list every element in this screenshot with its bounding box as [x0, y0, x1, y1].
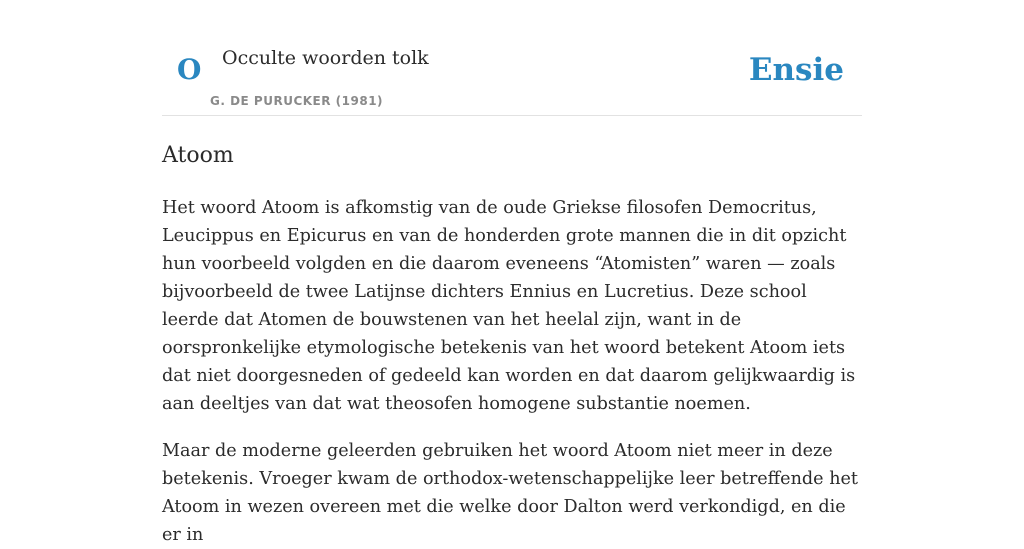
entry-title: Atoom	[162, 143, 234, 168]
book-author: G. DE PURUCKER (1981)	[210, 94, 384, 108]
header	[162, 0, 862, 116]
paragraph: Het woord Atoom is afkomstig van de oude Griekse filosofen Democritus, Leucippus en Epicurus en van de honderden grote mannen die in dit opzicht hun voorbeeld volgden en die daarom eveneens “Atomisten” waren — zoals bijvoorbeeld de twee Latijnse dichters Ennius en Lucretius. Deze school leerde dat Atomen de bouwstenen van het heelal zijn, want in de oorspronkelijke etymologische betekenis van het woord betekent Atoom iets dat niet doorgesneden of gedeeld kan worden en dat daarom gelijkwaardig is aan deeltjes van dat wat theosofen homogene substantie noemen.	[162, 198, 856, 414]
index-letter[interactable]: O	[177, 53, 202, 86]
page	[162, 0, 862, 549]
entry-body	[162, 194, 862, 549]
paragraph: Maar de moderne geleerden gebruiken het woord Atoom niet meer in deze betekenis. Vroeger kwam de orthodox-wetenschappelijke leer betreffende het Atoom in wezen overeen met die welke door Dalton werd verkondigd, en die er in	[162, 441, 859, 545]
book-title[interactable]: Occulte woorden tolk	[222, 47, 429, 69]
ensie-logo[interactable]: Ensie	[748, 52, 844, 88]
